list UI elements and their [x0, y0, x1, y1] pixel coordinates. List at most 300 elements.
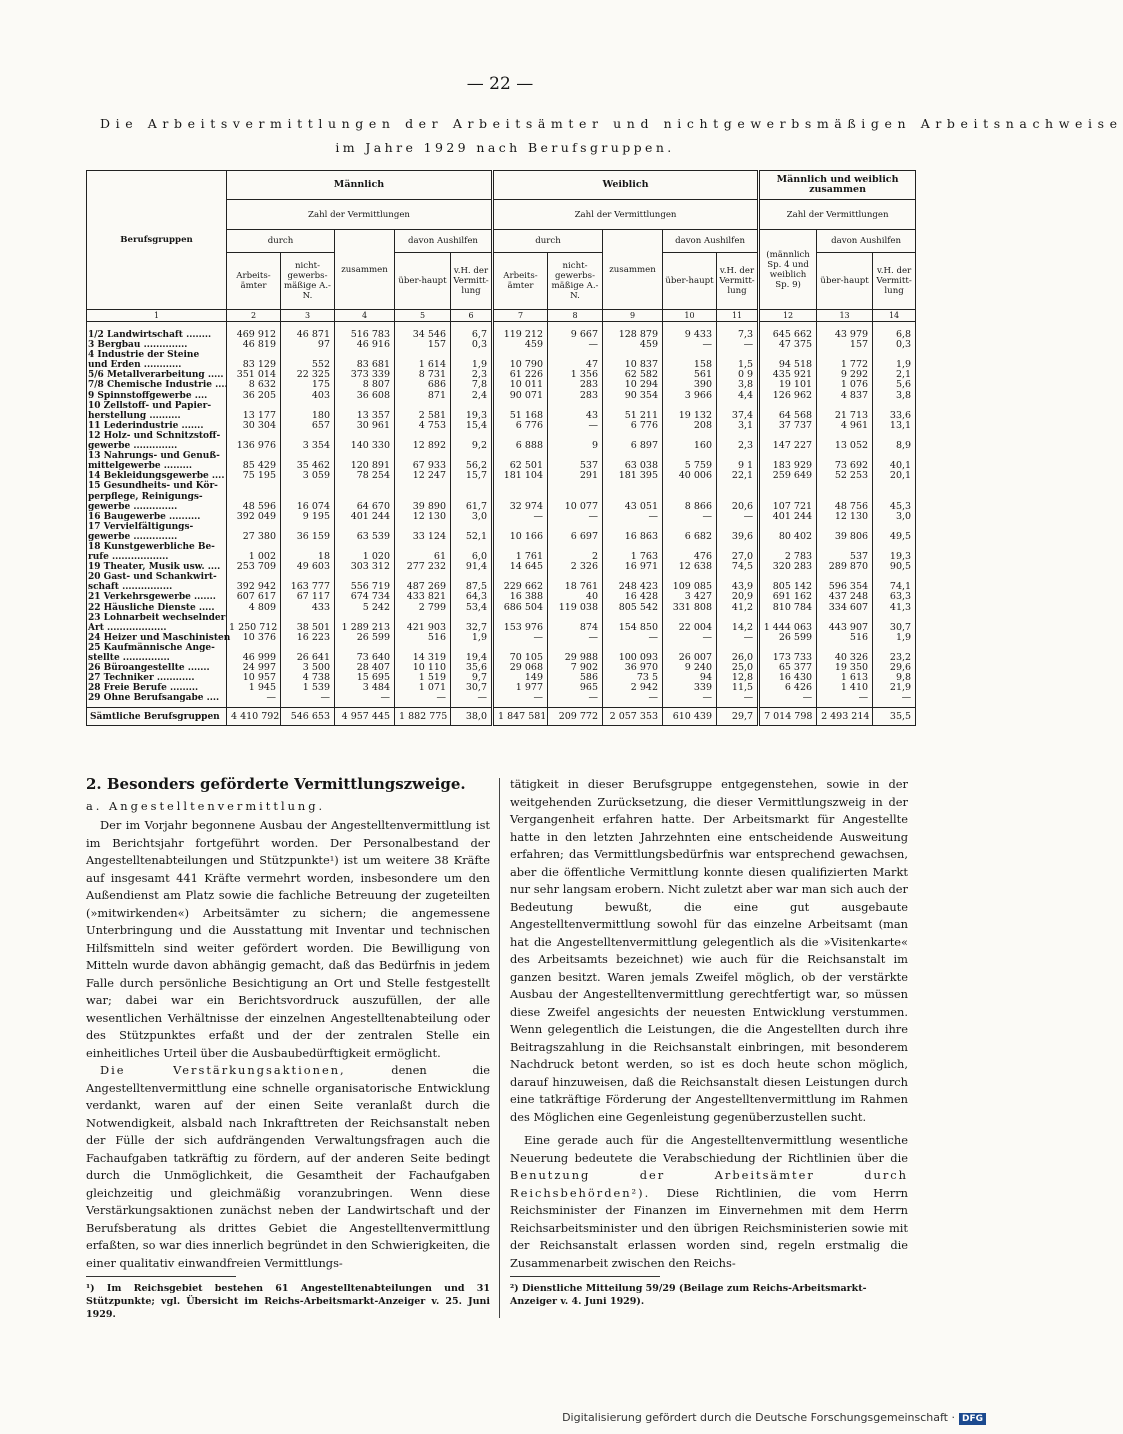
table-cell: 1,9	[873, 360, 916, 370]
header-nichtgew-m: nicht-gewerbs-mäßige A.-N.	[281, 253, 335, 310]
table-cell: 871	[395, 391, 451, 401]
table-cell: 83 129	[227, 360, 281, 370]
table-cell: 19,4	[451, 653, 493, 663]
total-cell: 4 957 445	[335, 708, 395, 726]
table-cell: —	[717, 340, 759, 350]
paragraph-2-text: denen die Angestelltenvermittlung eine schnelle organisatorische Entwicklung verdankt, waren auf der einen Seite veranlaßt durch die Notwendigkeit, alsbald nach Inkrafttreten der Reichsanstalt neben der Fülle der sich aufdrängenden Verwaltungsfragen auch die Fachaufgaben tatkräftig zu fördern, auf der anderen Seite bedingt durch die Unmöglichkeit, die Gesamtheit der Fachaufgaben gleichzeitig und gleichmäßig voranzubringen. Wenn diese Verstärkungsaktionen zunächst neben der Landwirtschaft und der Berufsberatung als drittes Gebiet die Angestelltenvermittlung erfaßten, so war dies innerlich begründet in den Schwierigkeiten, die einer qualitativ einwandfreien Vermittlungs-	[86, 1063, 490, 1270]
header-davon-mw: davon Aushilfen	[817, 230, 916, 253]
footnote-rule-left	[86, 1276, 236, 1277]
table-row	[87, 471, 916, 481]
table-cell	[451, 481, 493, 491]
table-cell: 64 568	[759, 411, 817, 421]
table-cell: 65 377	[759, 663, 817, 673]
table-cell: 36 970	[603, 663, 663, 673]
row-label: 25 Kaufmännische Ange-	[87, 643, 227, 653]
table-cell: 30 961	[335, 421, 395, 431]
section-heading: 2. Besonders geförderte Vermittlungszweige.	[86, 775, 466, 793]
table-cell: 43 051	[603, 502, 663, 512]
table-cell	[395, 481, 451, 491]
total-cell: 29,7	[717, 708, 759, 726]
table-cell	[817, 481, 873, 491]
table-cell: 10 790	[493, 360, 548, 370]
table-cell: 64,3	[451, 592, 493, 602]
table-cell: 810 784	[759, 603, 817, 613]
table-cell: 537	[817, 552, 873, 562]
table-cell	[493, 481, 548, 491]
table-row	[87, 512, 916, 522]
row-label: herstellung ..........	[87, 411, 227, 421]
table-cell: 487 269	[395, 582, 451, 592]
table-cell: 289 870	[817, 562, 873, 572]
table-cell: 9 292	[817, 370, 873, 380]
table-cell: 1 772	[817, 360, 873, 370]
table-cell: 16 971	[603, 562, 663, 572]
table-cell: 0,3	[451, 340, 493, 350]
table-cell: 13,1	[873, 421, 916, 431]
table-cell: —	[493, 693, 548, 708]
table-cell: 16 223	[281, 633, 335, 643]
dfg-logo: DFG	[959, 1413, 986, 1425]
table-cell: 46 916	[335, 340, 395, 350]
table-cell: 8 731	[395, 370, 451, 380]
table-cell: 26 641	[281, 653, 335, 663]
total-cell: 209 772	[548, 708, 603, 726]
table-cell: 53,4	[451, 603, 493, 613]
table-cell: 1,5	[717, 360, 759, 370]
column-number-row	[87, 310, 916, 322]
table-cell: 34 546	[395, 322, 451, 341]
table-cell: 13 357	[335, 411, 395, 421]
table-cell: 253 709	[227, 562, 281, 572]
table-row	[87, 421, 916, 431]
table-cell: 2,4	[451, 391, 493, 401]
table-cell: 7,3	[717, 322, 759, 341]
table-cell: 1,9	[451, 360, 493, 370]
table-cell: —	[759, 693, 817, 708]
total-label: Sämtliche Berufsgruppen	[87, 708, 227, 726]
table-cell: 45,3	[873, 502, 916, 512]
table-cell: 3,0	[451, 512, 493, 522]
header-vh-mw: v.H. der Vermitt-lung	[873, 253, 916, 310]
table-cell: 39,6	[717, 532, 759, 542]
table-cell: 119 038	[548, 603, 603, 613]
table-cell: 3,8	[717, 380, 759, 390]
table-cell: 4 753	[395, 421, 451, 431]
table-cell: 67 117	[281, 592, 335, 602]
table-cell: 8 866	[663, 502, 717, 512]
table-cell: —	[817, 693, 873, 708]
table-cell: —	[281, 693, 335, 708]
table-cell: 181 395	[603, 471, 663, 481]
row-label: 13 Nahrungs- und Genuß-	[87, 451, 227, 461]
table-cell: 320 283	[759, 562, 817, 572]
table-cell: 516	[817, 633, 873, 643]
statistics-table	[86, 170, 916, 726]
table-cell: 469 912	[227, 322, 281, 341]
total-cell: 7 014 798	[759, 708, 817, 726]
table-cell: 691 162	[759, 592, 817, 602]
left-column	[86, 776, 490, 1272]
table-cell: 74,5	[717, 562, 759, 572]
table-cell: 107 721	[759, 502, 817, 512]
total-cell: 1 882 775	[395, 708, 451, 726]
table-cell: 75 195	[227, 471, 281, 481]
table-cell: 49 603	[281, 562, 335, 572]
table-cell: 9 667	[548, 322, 603, 341]
table-cell: 33 124	[395, 532, 451, 542]
total-cell: 1 847 581	[493, 708, 548, 726]
table-cell: 21 713	[817, 411, 873, 421]
total-cell: 2 493 214	[817, 708, 873, 726]
table-cell: 6,8	[873, 322, 916, 341]
header-davon-m: davon Aushilfen	[395, 230, 493, 253]
table-cell: 10 077	[548, 502, 603, 512]
table-cell: 1 076	[817, 380, 873, 390]
table-cell: 35 462	[281, 461, 335, 471]
table-cell: 16 430	[759, 673, 817, 683]
table-cell: 443 907	[817, 623, 873, 633]
table-cell: 3 500	[281, 663, 335, 673]
row-label: 24 Heizer und Maschinisten	[88, 632, 231, 643]
table-row	[87, 322, 916, 341]
table-cell: 94	[663, 673, 717, 683]
row-label: 26 Büroangestellte .......	[87, 663, 227, 673]
table-cell: 33,6	[873, 411, 916, 421]
table-cell: 19,3	[873, 552, 916, 562]
table-cell: 27 380	[227, 532, 281, 542]
table-cell: 9,2	[451, 441, 493, 451]
table-cell: 1 002	[227, 552, 281, 562]
table-cell: 22 004	[663, 623, 717, 633]
table-cell: 73 640	[335, 653, 395, 663]
table-cell: —	[663, 340, 717, 350]
table-cell: 373 339	[335, 370, 395, 380]
row-label: Art ...................	[87, 623, 227, 633]
table-cell: 2 783	[759, 552, 817, 562]
table-cell: 392 049	[227, 512, 281, 522]
table-cell: 6 426	[759, 683, 817, 693]
header-vh-w: v.H. der Vermitt-lung	[717, 253, 759, 310]
column-number: 8	[548, 310, 603, 322]
table-cell: 48 596	[227, 502, 281, 512]
table-cell: 18 761	[548, 582, 603, 592]
table-cell: 437 248	[817, 592, 873, 602]
table-cell: —	[603, 512, 663, 522]
table-cell: 41,2	[717, 603, 759, 613]
header-ueberhaupt-m: über-haupt	[395, 253, 451, 310]
table-cell: —	[663, 693, 717, 708]
header-zusammen-w: zusammen	[603, 230, 663, 310]
table-cell: 41,3	[873, 603, 916, 613]
table-cell: 283	[548, 380, 603, 390]
table-cell: 22 325	[281, 370, 335, 380]
footnote-1: ¹) Im Reichsgebiet bestehen 61 Angestelltenabteilungen und 31 Stützpunkte; vgl. Übersicht im Reichs-Arbeitsmarkt-Anzeiger v. 25. Juni 1929.	[86, 1283, 490, 1320]
table-cell: —	[493, 512, 548, 522]
table-cell: 248 423	[603, 582, 663, 592]
row-label: 10 Zellstoff- und Papier-	[87, 401, 227, 411]
table-cell: 49,5	[873, 532, 916, 542]
table-cell: 10 837	[603, 360, 663, 370]
table-cell: 62 501	[493, 461, 548, 471]
table-cell: 61,7	[451, 502, 493, 512]
table-cell	[873, 481, 916, 491]
column-number: 10	[663, 310, 717, 322]
table-row	[87, 633, 916, 643]
table-cell: 6 776	[603, 421, 663, 431]
table-cell: —	[548, 512, 603, 522]
table-cell: 1 444 063	[759, 623, 817, 633]
table-cell: 3 354	[281, 441, 335, 451]
table-cell: 6 897	[603, 441, 663, 451]
table-cell: 3,0	[873, 512, 916, 522]
table-cell: 5 759	[663, 461, 717, 471]
table-cell: 5 242	[335, 603, 395, 613]
table-cell: 208	[663, 421, 717, 431]
table-cell: 351 014	[227, 370, 281, 380]
table-cell: 277 232	[395, 562, 451, 572]
row-label: 12 Holz- und Schnitzstoff-	[87, 431, 227, 441]
table-cell: 19 350	[817, 663, 873, 673]
table-cell: 52 253	[817, 471, 873, 481]
table-cell: 1 945	[227, 683, 281, 693]
header-mw-zusammen: Männlich und weiblich zusammen	[759, 171, 916, 200]
table-cell: 686 504	[493, 603, 548, 613]
table-cell: 40 006	[663, 471, 717, 481]
table-cell: 40 326	[817, 653, 873, 663]
table-cell: 537	[548, 461, 603, 471]
table-cell: 2,1	[873, 370, 916, 380]
table-cell: 63,3	[873, 592, 916, 602]
table-cell: 8,9	[873, 441, 916, 451]
header-zahl-mw: Zahl der Vermittlungen	[759, 200, 916, 230]
table-cell: 87,5	[451, 582, 493, 592]
table-cell: —	[227, 693, 281, 708]
table-cell: 73 692	[817, 461, 873, 471]
table-cell	[603, 481, 663, 491]
table-cell: 140 330	[335, 441, 395, 451]
table-row	[87, 683, 916, 693]
row-label: 29 Ohne Berufsangabe ....	[87, 693, 227, 708]
table-cell: 100 093	[603, 653, 663, 663]
column-number: 1	[87, 310, 227, 322]
table-cell: 22,1	[717, 471, 759, 481]
table-cell: 7,8	[451, 380, 493, 390]
table-cell: —	[395, 693, 451, 708]
table-cell: 9,8	[873, 673, 916, 683]
table-cell: 180	[281, 411, 335, 421]
row-label: 3 Bergbau ..............	[87, 340, 227, 350]
table-cell: 48 756	[817, 502, 873, 512]
table-cell: 390	[663, 380, 717, 390]
table-cell: 36 205	[227, 391, 281, 401]
table-cell: 67 933	[395, 461, 451, 471]
table-title: Die Arbeitsvermittlungen der Arbeitsämter und nichtgewerbsmäßigen Arbeitsnachweise	[100, 116, 1123, 131]
table-cell: 62 582	[603, 370, 663, 380]
table-cell: 401 244	[759, 512, 817, 522]
table-cell: 26,0	[717, 653, 759, 663]
table-cell: 401 244	[335, 512, 395, 522]
footnote-2: ²) Dienstliche Mitteilung 59/29 (Beilage zum Reichs-Arbeitsmarkt-Anzeiger v. 4. Juni 1929).	[510, 1283, 867, 1307]
table-cell: —	[603, 693, 663, 708]
table-cell: 0 9	[717, 370, 759, 380]
table-cell: 1 519	[395, 673, 451, 683]
table-cell: 1,9	[451, 633, 493, 643]
header-durch-w: durch	[493, 230, 603, 253]
table-cell: 46 819	[227, 340, 281, 350]
table-cell: 291	[548, 471, 603, 481]
table-cell: 4,4	[717, 391, 759, 401]
row-label: rufe ..................	[87, 552, 227, 562]
table-cell: 4 809	[227, 603, 281, 613]
table-cell: 4 837	[817, 391, 873, 401]
table-cell: 1 539	[281, 683, 335, 693]
table-cell: 20,9	[717, 592, 759, 602]
table-cell: 459	[603, 340, 663, 350]
table-cell: 13 177	[227, 411, 281, 421]
table-cell: 552	[281, 360, 335, 370]
table-cell: 12 247	[395, 471, 451, 481]
header-vh-m: v.H. der Vermitt-lung	[451, 253, 493, 310]
table-cell: 25,0	[717, 663, 759, 673]
table-cell: 7 902	[548, 663, 603, 673]
table-cell: 90,5	[873, 562, 916, 572]
row-label: 11 Lederindustrie .......	[87, 421, 227, 431]
column-number: 3	[281, 310, 335, 322]
row-label: 9 Spinnstoffgewerbe ....	[87, 391, 227, 401]
footer-text: Digitalisierung gefördert durch die Deutsche Forschungsgemeinschaft ·	[562, 1411, 955, 1424]
table-cell: 63 038	[603, 461, 663, 471]
table-cell: 14,2	[717, 623, 759, 633]
table-cell: 5,6	[873, 380, 916, 390]
table-cell: 46 999	[227, 653, 281, 663]
table-cell: —	[873, 693, 916, 708]
table-cell: 15 695	[335, 673, 395, 683]
table-cell: 32,7	[451, 623, 493, 633]
table-cell: 183 929	[759, 461, 817, 471]
table-cell: 476	[663, 552, 717, 562]
table-cell: 157	[817, 340, 873, 350]
table-cell: 80 402	[759, 532, 817, 542]
table-cell: 90 071	[493, 391, 548, 401]
row-label: 27 Techniker ............	[87, 673, 227, 683]
spaced-term-2: Benutzung der Arbeitsämter durch Reichsbehörden²).	[510, 1168, 908, 1200]
table-cell: 19,3	[451, 411, 493, 421]
table-cell: 163 777	[281, 582, 335, 592]
column-number: 11	[717, 310, 759, 322]
table-cell: 35,6	[451, 663, 493, 673]
paragraph-1: Der im Vorjahr begonnene Ausbau der Angestelltenvermittlung ist im Berichtsjahr fortgeführt worden. Der Personalbestand der Angestelltenabteilungen und Stützpunkte¹) ist um weitere 38 Kräfte auf insgesamt 441 Kräfte vermehrt worden, insbesondere um den Außendienst am Platz sowie die fachliche Betreuung der zugeteilten (»mitwirkenden«) Arbeitsämter zu sichern; die angemessene Unterbringung und die Ausstattung mit Inventar und technischen Hilfsmitteln sind weiter gefördert worden. Die Bewilligung von Mitteln wurde davon abhängig gemacht, daß das Bedürfnis in jedem Falle durch persönliche Besichtigung an Ort und Stelle festgestellt war; dabei war ein Berichtsvordruck auszufüllen, der alle wesentlichen Verhältnisse der einzelnen Angestelltenabteilung oder des Stützpunktes erfaßt und der der zentralen Stelle ein einheitliches Urteil über die Ausbaubedürftigkeit ermöglicht.	[86, 818, 490, 1060]
table-cell: 6 682	[663, 532, 717, 542]
table-cell: —	[548, 693, 603, 708]
table-cell: 173 733	[759, 653, 817, 663]
table-cell: 97	[281, 340, 335, 350]
row-label: 18 Kunstgewerbliche Be-	[87, 542, 227, 552]
table-cell: 46 871	[281, 322, 335, 341]
table-cell: 596 354	[817, 582, 873, 592]
table-cell: 32 974	[493, 502, 548, 512]
paragraph-4-a: Eine gerade auch für die Angestelltenvermittlung wesentliche Neuerung bedeutete die Verabschiedung der Richtlinien über die	[510, 1133, 908, 1165]
table-cell: 157	[395, 340, 451, 350]
table-cell: —	[663, 633, 717, 643]
table-cell: 12 130	[817, 512, 873, 522]
table-cell: 20,6	[717, 502, 759, 512]
table-cell: 29 988	[548, 653, 603, 663]
column-number: 14	[873, 310, 916, 322]
table-cell: 674 734	[335, 592, 395, 602]
column-number: 9	[603, 310, 663, 322]
table-cell: 6 776	[493, 421, 548, 431]
table-cell: 303 312	[335, 562, 395, 572]
table-cell: 9 433	[663, 322, 717, 341]
table-cell: 91,4	[451, 562, 493, 572]
table-cell: 1 613	[817, 673, 873, 683]
row-label: 4 Industrie der Steine	[87, 350, 227, 360]
table-cell: 516 783	[335, 322, 395, 341]
table-cell: 70 105	[493, 653, 548, 663]
table-cell: 37 737	[759, 421, 817, 431]
table-cell: 37,4	[717, 411, 759, 421]
column-divider	[499, 778, 500, 1318]
table-cell: 433 821	[395, 592, 451, 602]
table-cell: —	[548, 633, 603, 643]
table-cell: 175	[281, 380, 335, 390]
table-cell: —	[717, 512, 759, 522]
header-zusammen-m: zusammen	[335, 230, 395, 310]
table-cell: 3 484	[335, 683, 395, 693]
row-label: 20 Gast- und Schankwirt-	[87, 572, 227, 582]
table-cell: 586	[548, 673, 603, 683]
table-cell: 16 388	[493, 592, 548, 602]
table-cell: 90 354	[603, 391, 663, 401]
spaced-term-1: Die Verstärkungsaktionen,	[100, 1063, 346, 1077]
table-cell: 85 429	[227, 461, 281, 471]
header-berufsgruppen: Berufsgruppen	[87, 171, 227, 310]
table-cell: 1,9	[873, 633, 916, 643]
total-row	[87, 708, 916, 726]
total-cell: 546 653	[281, 708, 335, 726]
table-cell: —	[493, 633, 548, 643]
row-label: 23 Lohnarbeit wechselnder	[88, 612, 226, 623]
table-cell: 154 850	[603, 623, 663, 633]
table-cell: 52,1	[451, 532, 493, 542]
table-cell: 26 599	[759, 633, 817, 643]
table-cell: 645 662	[759, 322, 817, 341]
table-cell: 6,7	[451, 322, 493, 341]
header-ueberhaupt-mw: über-haupt	[817, 253, 873, 310]
table-cell: 51 168	[493, 411, 548, 421]
table-cell: 10 957	[227, 673, 281, 683]
table-cell: 6 888	[493, 441, 548, 451]
table-cell: 40,1	[873, 461, 916, 471]
section-subheading: a. Angestelltenvermittlung.	[86, 798, 326, 813]
table-title-line2: im Jahre 1929 nach Berufsgruppen.	[335, 140, 675, 155]
table-cell: 1 020	[335, 552, 395, 562]
table-cell: 3,1	[717, 421, 759, 431]
footnote-rule-right	[510, 1276, 660, 1277]
table-cell: 119 212	[493, 322, 548, 341]
table-cell: 14 645	[493, 562, 548, 572]
total-cell: 38,0	[451, 708, 493, 726]
table-cell: 9 240	[663, 663, 717, 673]
row-label: gewerbe ..............	[87, 502, 227, 512]
table-cell: 2 326	[548, 562, 603, 572]
table-cell: 435 921	[759, 370, 817, 380]
table-cell: 556 719	[335, 582, 395, 592]
header-davon-w: davon Aushilfen	[663, 230, 759, 253]
table-cell: 965	[548, 683, 603, 693]
table-cell: 339	[663, 683, 717, 693]
table-cell: 10 166	[493, 532, 548, 542]
